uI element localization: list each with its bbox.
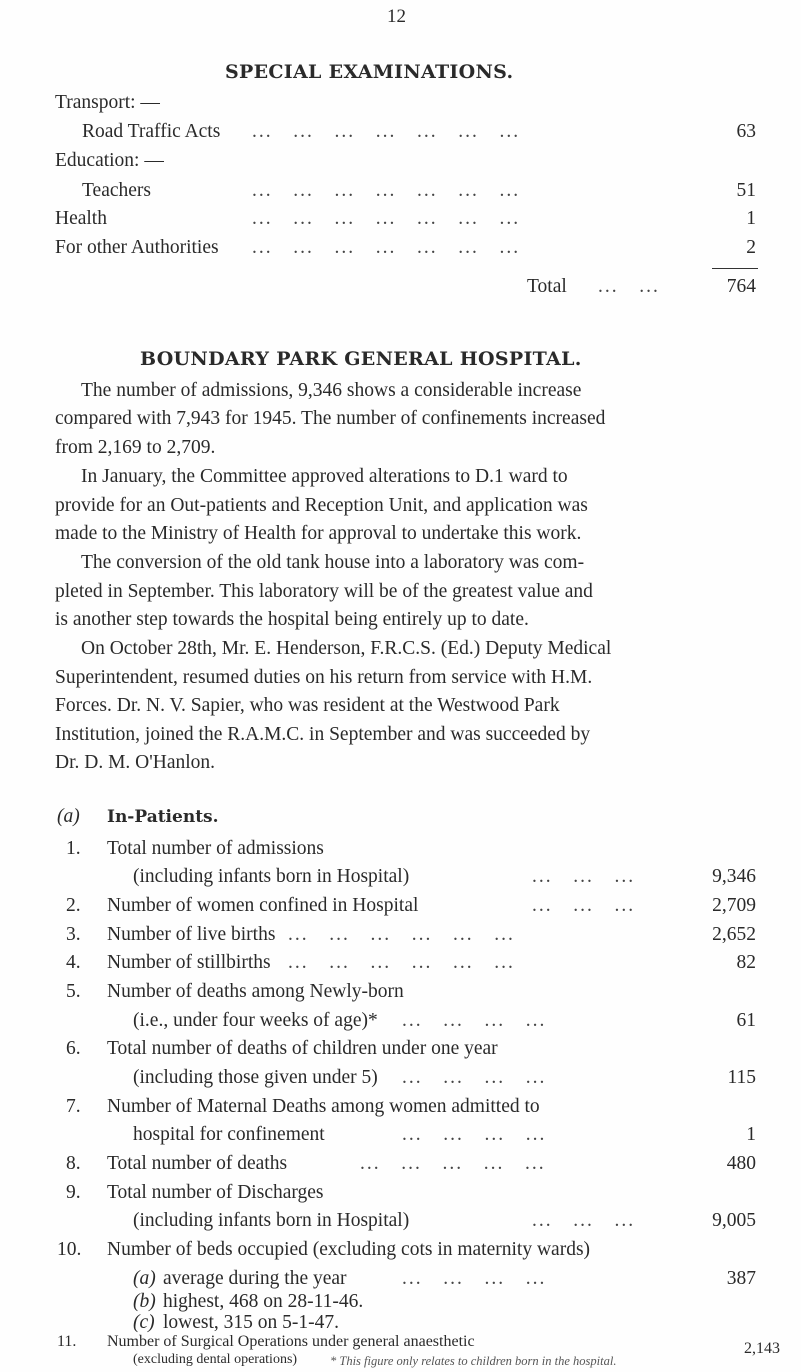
item-number: 6. [66,1038,81,1059]
item-value: 387 [726,1268,756,1289]
leader-dots: ... ... ... [532,1210,636,1231]
paragraph-line: compared with 7,943 for 1945. The number of confinements increased [55,408,606,429]
item-number: 7. [66,1096,81,1117]
leader-dots: ... ... ... ... [402,1067,547,1088]
total-rule [712,268,758,269]
paragraph-line: provide for an Out-patients and Reception Unit, and application was [55,495,588,516]
item-label: (including infants born in Hospital) [133,1210,410,1231]
footnote: * This figure only relates to children born in the hospital. [330,1354,617,1368]
item-label: (i.e., under four weeks of age)* [133,1010,378,1031]
item-label: Number of deaths among Newly-born [107,981,404,1002]
item-value: 480 [726,1153,756,1174]
leader-dots: ... ... ... ... ... [360,1153,546,1174]
item-value: 9,346 [712,866,756,887]
transport-label: Transport: — [55,92,160,113]
item-number: 5. [66,981,81,1002]
item-number: 10. [57,1239,82,1260]
leader-dots: ... ... ... ... ... ... ... [252,121,521,142]
sub-item-marker: (a) [133,1268,156,1289]
inpatients-heading: In-Patients. [107,807,219,827]
item-number: 2. [66,895,81,916]
paragraph-line: made to the Ministry of Health for approval to undertake this work. [55,523,582,544]
leader-dots: ... ... ... [532,895,636,916]
item-label: Total number of deaths [107,1153,288,1174]
hospital-heading: BOUNDARY PARK GENERAL HOSPITAL. [140,348,582,370]
paragraph-line: In January, the Committee approved alterations to D.1 ward to [81,466,568,487]
paragraph-line: is another step towards the hospital being entirely up to date. [55,609,529,630]
item-value: 1 [746,1124,756,1145]
item-number: 1. [66,838,81,859]
paragraph-line: Institution, joined the R.A.M.C. in September and was succeeded by [55,724,591,745]
paragraph-line: Forces. Dr. N. V. Sapier, who was resident at the Westwood Park [55,695,560,716]
sub-item-marker: (b) [133,1291,156,1312]
item-label: Number of stillbirths [107,952,271,973]
item-label: Number of Surgical Operations under general anaesthetic [107,1333,475,1350]
paragraph-line: On October 28th, Mr. E. Henderson, F.R.C.S. (Ed.) Deputy Medical [81,638,612,659]
item-label: Total number of Discharges [107,1182,324,1203]
teachers-label: Teachers [82,180,152,201]
total-label: Total [527,276,567,297]
item-value: 2,709 [712,895,756,916]
item-label: Number of Maternal Deaths among women admitted to [107,1096,540,1117]
item-label: average during the year [163,1268,347,1289]
item-label: hospital for confinement [133,1124,325,1145]
paragraph-line: Superintendent, resumed duties on his return from service with H.M. [55,667,593,688]
item-number: 11. [57,1333,77,1350]
item-label: (excluding dental operations) [133,1352,298,1367]
item-label: Total number of deaths of children under one year [107,1038,498,1059]
item-label: Number of live births [107,924,276,945]
other-authorities-value: 2 [746,237,756,258]
leader-dots: ... ... ... ... [402,1124,547,1145]
sub-item-marker: (c) [133,1312,155,1333]
leader-dots: ... ... ... ... ... ... ... [252,208,521,229]
leader-dots: ... ... ... [532,866,636,887]
item-value: 9,005 [712,1210,756,1231]
paragraph-line: pleted in September. This laboratory will be of the greatest value and [55,581,593,602]
leader-dots: ... ... ... ... [402,1268,547,1289]
special-examinations-heading: SPECIAL EXAMINATIONS. [225,61,514,83]
page-number: 12 [387,6,406,27]
item-number: 4. [66,952,81,973]
leader-dots: ... ... ... ... ... ... ... [252,237,521,258]
education-label: Education: — [55,150,164,171]
paragraph-line: The conversion of the old tank house into a laboratory was com- [81,552,585,573]
health-label: Health [55,208,107,229]
paragraph-line: from 2,169 to 2,709. [55,437,216,458]
item-label: Total number of admissions [107,838,324,859]
section-marker: (a) [57,806,80,827]
item-label: (including those given under 5) [133,1067,378,1088]
item-value: 2,143 [744,1340,780,1357]
item-number: 8. [66,1153,81,1174]
leader-dots: ... ... ... ... ... ... ... [252,180,521,201]
paragraph-line: Dr. D. M. O'Hanlon. [55,752,216,773]
teachers-value: 51 [736,180,756,201]
paragraph-line: The number of admissions, 9,346 shows a considerable increase [81,380,582,401]
health-value: 1 [746,208,756,229]
total-value: 764 [726,276,756,297]
leader-dots: ... ... ... ... ... ... [288,924,515,945]
item-value: 61 [736,1010,756,1031]
item-value: 82 [736,952,756,973]
item-label: Number of beds occupied (excluding cots in maternity wards) [107,1239,591,1260]
leader-dots: ... ... ... ... [402,1010,547,1031]
item-value: 115 [727,1067,756,1088]
leader-dots: ... ... ... ... ... ... [288,952,515,973]
item-label: (including infants born in Hospital) [133,866,410,887]
item-number: 9. [66,1182,81,1203]
leader-dots: ... ... [598,276,660,297]
road-traffic-label: Road Traffic Acts [82,121,221,142]
item-number: 3. [66,924,81,945]
item-label: lowest, 315 on 5-1-47. [163,1312,340,1333]
road-traffic-value: 63 [736,121,756,142]
other-authorities-label: For other Authorities [55,237,219,258]
item-label: Number of women confined in Hospital [107,895,419,916]
item-label: highest, 468 on 28-11-46. [163,1291,364,1312]
item-value: 2,652 [712,924,756,945]
